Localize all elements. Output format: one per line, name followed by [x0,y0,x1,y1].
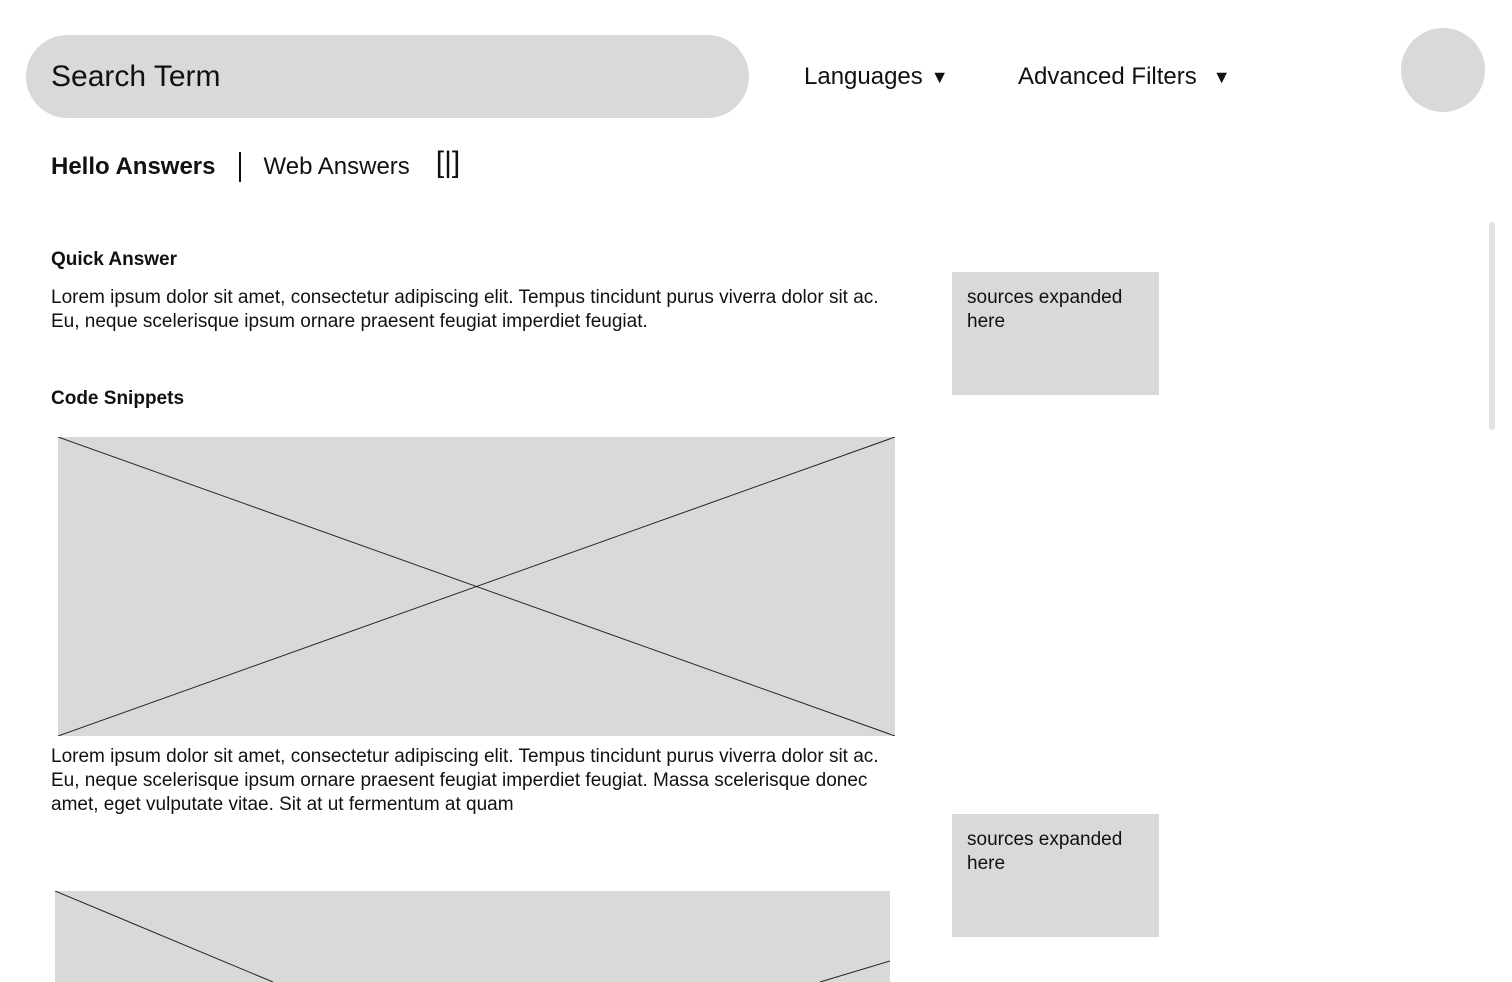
answer-tabs [51,145,460,189]
search-input[interactable] [51,60,711,94]
tab-hello-answers[interactable]: Hello Answers [51,153,216,180]
advanced-filters-dropdown[interactable] [1018,60,1231,94]
caret-down-icon: ▼ [930,66,949,87]
code-snippets-text: Lorem ipsum dolor sit amet, consectetur adipiscing elit. Tempus tincidunt purus viverra dolor sit ac. Eu, neque scelerisque ipsum ornare praesent feugiat imperdiet feugiat. Massa scelerisque donec amet, eget vulputate vitae. Sit at ut fermentum at quam [51,746,879,815]
scrollbar-thumb[interactable] [1489,222,1495,430]
sources-box-label: sources expanded here [967,287,1123,332]
quick-answer-text: Lorem ipsum dolor sit amet, consectetur adipiscing elit. Tempus tincidunt purus viverra dolor sit ac. Eu, neque scelerisque ipsum ornare praesent feugiat imperdiet feugiat. [51,287,879,332]
code-snippet-image-placeholder [55,891,890,982]
avatar[interactable] [1401,28,1485,112]
languages-dropdown[interactable] [804,60,949,94]
code-snippet-image-placeholder [58,437,895,736]
search-bar[interactable] [26,35,749,118]
code-snippets-title: Code Snippets [51,388,185,409]
tab-web-answers[interactable]: Web Answers [263,153,410,180]
sources-box[interactable] [952,814,1159,937]
image-placeholder-icon [58,437,895,736]
languages-dropdown-label: Languages [804,63,923,90]
tab-divider [239,152,241,182]
image-placeholder-icon [55,891,890,982]
sources-box-label: sources expanded here [967,829,1123,874]
caret-down-icon: ▼ [1212,66,1231,87]
sources-box[interactable] [952,272,1159,395]
advanced-filters-label: Advanced Filters [1018,63,1197,90]
split-view-icon[interactable]: [|] [435,146,461,179]
quick-answer-title: Quick Answer [51,249,178,270]
